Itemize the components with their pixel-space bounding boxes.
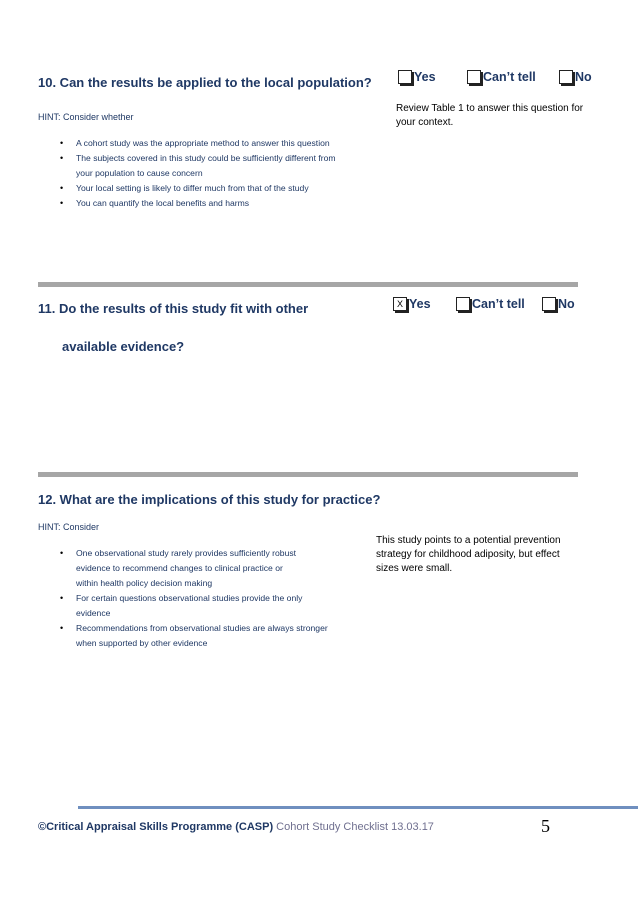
q12-title: 12. What are the implications of this study for practice? [38, 492, 381, 507]
q10-answer-line: your context. [396, 117, 454, 128]
q11-yes-label: Yes [409, 297, 431, 311]
q10-no-checkbox[interactable] [559, 70, 573, 84]
list-item: • Your local setting is likely to differ much from that of the study [38, 181, 388, 196]
q10-hint-list [38, 136, 388, 211]
q11-cant-tell-label: Can’t tell [472, 297, 525, 311]
list-item: evidence [76, 608, 111, 618]
q10-title: 10. Can the results be applied to the local population? [38, 75, 372, 90]
q10-cant-tell-label: Can’t tell [483, 70, 536, 84]
q12-hint: HINT: Consider [38, 522, 100, 532]
q11-cant-tell-checkbox[interactable] [456, 297, 470, 311]
q10-hint: HINT: Consider whether [38, 112, 134, 122]
q11-no-label: No [558, 297, 575, 311]
q12-answer-line: strategy for childhood adiposity, but effect [376, 549, 560, 560]
list-item: • You can quantify the local benefits and harms [38, 196, 388, 211]
list-item: • One observational study rarely provides sufficiently robust [38, 546, 378, 561]
q12-hint-list [38, 546, 378, 651]
q11-title: 11. Do the results of this study fit with other [38, 301, 309, 316]
q10-yes-label: Yes [414, 70, 436, 84]
q11-option-yes[interactable] [393, 297, 431, 311]
footer-rule [78, 806, 638, 809]
list-item: your population to cause concern [76, 168, 203, 178]
q10-yes-checkbox[interactable] [398, 70, 412, 84]
list-item: • Recommendations from observational studies are always stronger [38, 621, 378, 636]
list-item: • For certain questions observational studies provide the only [38, 591, 378, 606]
q12-answer [376, 534, 561, 576]
list-item: evidence to recommend changes to clinical practice or [76, 563, 283, 573]
q10-answer-line: Review Table 1 to answer this question for [396, 103, 584, 114]
q10-answer [396, 102, 583, 130]
q10-option-yes[interactable] [398, 70, 436, 84]
q10-cant-tell-checkbox[interactable] [467, 70, 481, 84]
section-divider [38, 472, 578, 477]
footer-org: ©Critical Appraisal Skills Programme (CASP) [38, 821, 274, 833]
list-item: when supported by other evidence [76, 638, 208, 648]
q11-no-checkbox[interactable] [542, 297, 556, 311]
q11-option-cant-tell[interactable] [456, 297, 525, 311]
q10-no-label: No [575, 70, 592, 84]
page-number: 5 [541, 816, 550, 836]
section-divider [38, 282, 578, 287]
q10-option-cant-tell[interactable] [467, 70, 536, 84]
list-item: • The subjects covered in this study could be sufficiently different from [38, 151, 388, 166]
q12-answer-line: This study points to a potential prevention [376, 535, 561, 546]
footer-doc: Cohort Study Checklist 13.03.17 [276, 821, 434, 833]
q12-answer-line: sizes were small. [376, 563, 453, 574]
q11-title-continued: available evidence? [62, 339, 185, 354]
q11-option-no[interactable] [542, 297, 575, 311]
q10-option-no[interactable] [559, 70, 592, 84]
list-item: • A cohort study was the appropriate method to answer this question [38, 136, 388, 151]
q11-yes-checkbox[interactable]: X [393, 297, 407, 311]
footer-text [38, 821, 434, 833]
list-item: within health policy decision making [76, 578, 213, 588]
